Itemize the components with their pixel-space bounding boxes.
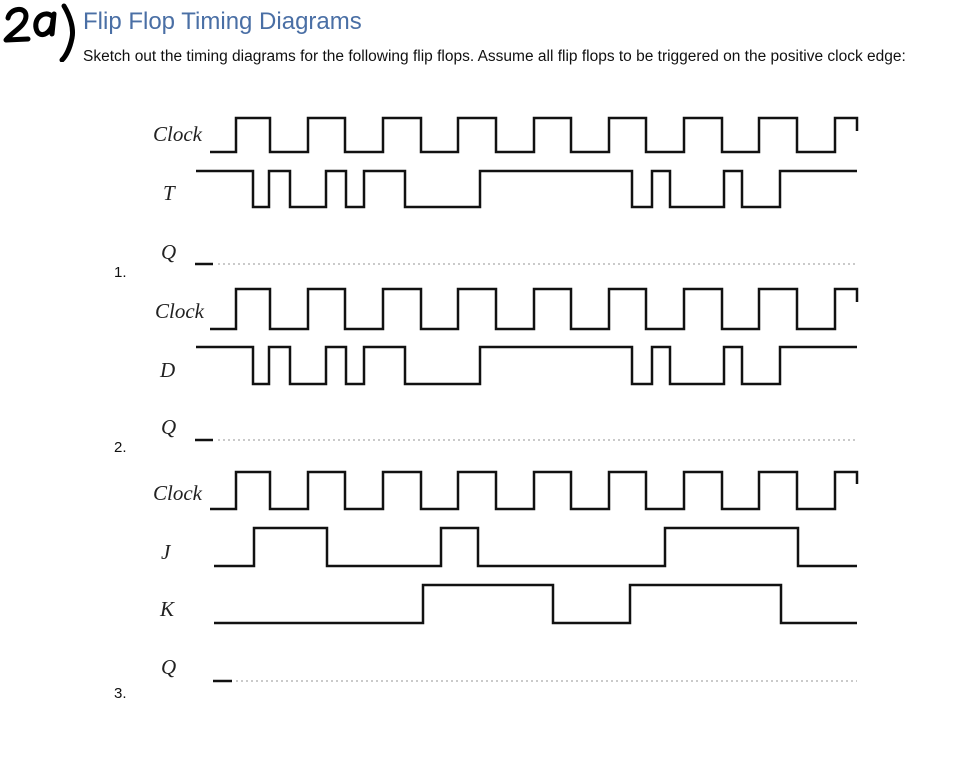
p3-clock-waveform [210, 472, 857, 509]
p2-clock-label: Clock [155, 299, 204, 323]
p2-d-label: D [160, 358, 176, 382]
problem-number-2: 2. [114, 439, 127, 456]
p1-t-waveform [196, 171, 857, 207]
p3-k-waveform [214, 585, 857, 623]
p3-clock-label: Clock [153, 481, 202, 505]
p1-q-label: Q [161, 240, 177, 264]
problem-number-3: 3. [114, 685, 127, 702]
p1-clock-waveform [210, 118, 857, 152]
p1-t-label: T [163, 181, 175, 205]
p3-q-label: Q [161, 655, 177, 679]
p2-d-waveform [196, 347, 857, 384]
instructions: Sketch out the timing diagrams for the following flip flops. Assume all flip flops to be triggered on the positive clock edge: [83, 48, 906, 65]
p2-q-label: Q [161, 415, 177, 439]
problem-number-1: 1. [114, 264, 127, 281]
p2-clock-waveform [210, 289, 857, 329]
page-title: Flip Flop Timing Diagrams [83, 8, 362, 35]
p3-j-label: J [161, 540, 171, 564]
p1-clock-label: Clock [153, 122, 202, 146]
p3-k-label: K [160, 597, 175, 621]
p3-j-waveform [214, 528, 857, 566]
